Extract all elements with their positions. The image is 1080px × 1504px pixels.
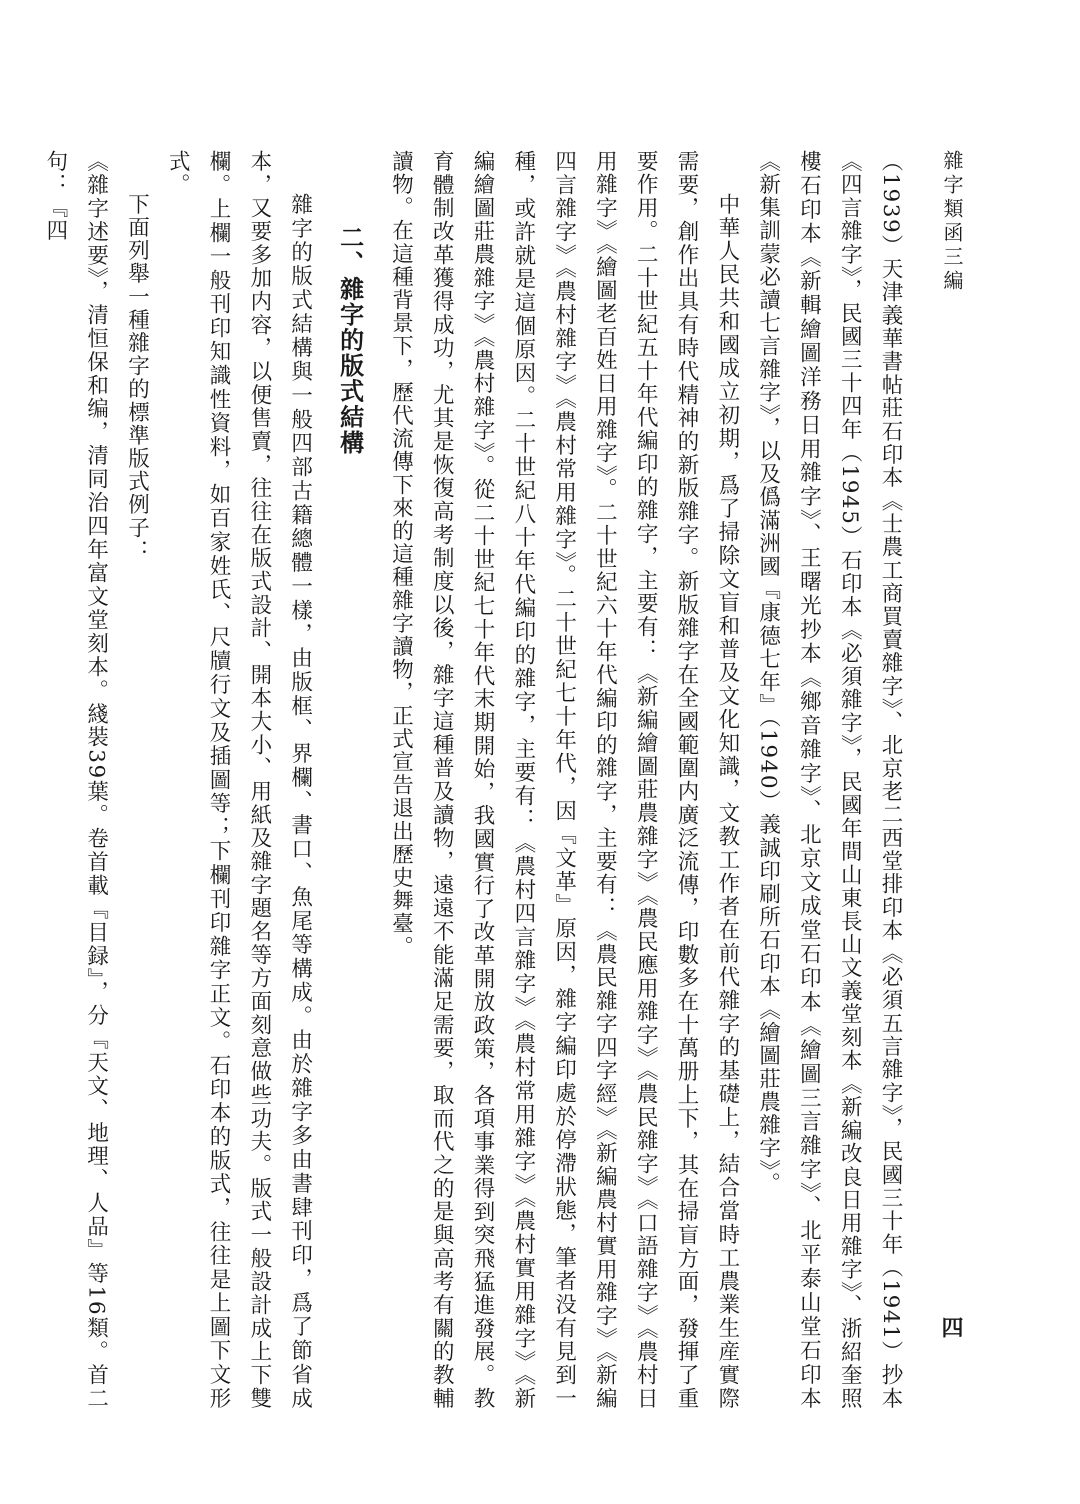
paragraph-example-entry: 《雜字述要》，清恒保和编，清同治四年富文堂刻本。綫裝39葉。卷首載『目録』，分『天文、地理、人品』等16類。首二句：『四 — [42, 150, 109, 1410]
paragraph-editions-list: （1939）天津義華書帖莊石印本《士農工商買賣雜字》、北京老二西堂排印本《必須五言雜字》，民國三十年（1941）抄本《四言雜字》，民國三十四年（1945）石印本《必須雜字》，民國年間山東長山文義堂刻本《新編改良日用雜字》、浙紹奎照樓石印本《新輯繪圖洋務日用雜字》、王曙光抄本《鄉音雜字》、北京文成堂石印本《繪圖三言雜字》、北平泰山堂石印本《新集訓蒙必讀七言雜字》，以及僞滿洲國『康德七年』（1940）義誠印刷所石印本《繪圖莊農雜字》。 — [755, 150, 903, 1410]
running-header: 雜字類函三編 — [940, 150, 964, 294]
page-number: 四 — [938, 1316, 964, 1338]
paragraph-modern-zazi: 中華人民共和國成立初期，爲了掃除文盲和普及文化知識，文教工作者在前代雜字的基礎上，結合當時工農業生産實際需要，創作出具有時代精神的新版雜字。新版雜字在全國範圍内廣泛流傳，印數多在十萬册上下，其在掃盲方面，發揮了重要作用。二十世紀五十年代編印的雜字，主要有：《新編繪圖莊農雜字》《農民應用雜字》《農民雜字》《口語雜字》《農村日用雜字》《繪圖老百姓日用雜字》。二十世紀六十年代編印的雜字，主要有：《農民雜字四字經》《新編農村實用雜字》《新編四言雜字》《農村雜字》《農村常用雜字》。二十世紀七十年代，因『文革』原因，雜字編印處於停滯狀態，筆者没有見到一種，或許就是這個原因。二十世紀八十年代編印的雜字，主要有：《農村四言雜字》《農村常用雜字》《農村實用雜字》《新編繪圖莊農雜字》《農村雜字》。從二十世紀七十年代末期開始，我國實行了改革開放政策，各項事業得到突飛猛進發展。教育體制改革獲得成功，尤其是恢復高考制度以後，雜字這種普及讀物，遠遠不能滿足需要，取而代之的是與高考有關的教輔讀物。在這種背景下，歷代流傳下來的這種雜字讀物，正式宣告退出歷史舞臺。 — [388, 150, 740, 1410]
paragraph-layout-structure: 雜字的版式結構與一般四部古籍總體一樣，由版框、界欄、書口、魚尾等構成。由於雜字多由書肆刊印，爲了節省成本，又要多加内容，以便售賣，往往在版式設計、開本大小、用紙及雜字題名等方面刻意做些功夫。版式一般設計成上下雙欄。上欄一般刊印知識性資料，如百家姓氏、尺牘行文及插圖等；下欄刊印雜字正文。石印本的版式，往往是上圖下文形式。 — [165, 150, 313, 1410]
vertical-text-body — [42, 150, 910, 1410]
paragraph-example-intro: 下面列舉一種雜字的標準版式例子： — [124, 193, 150, 563]
section-title: 二、雜字的版式結構 — [335, 225, 365, 456]
